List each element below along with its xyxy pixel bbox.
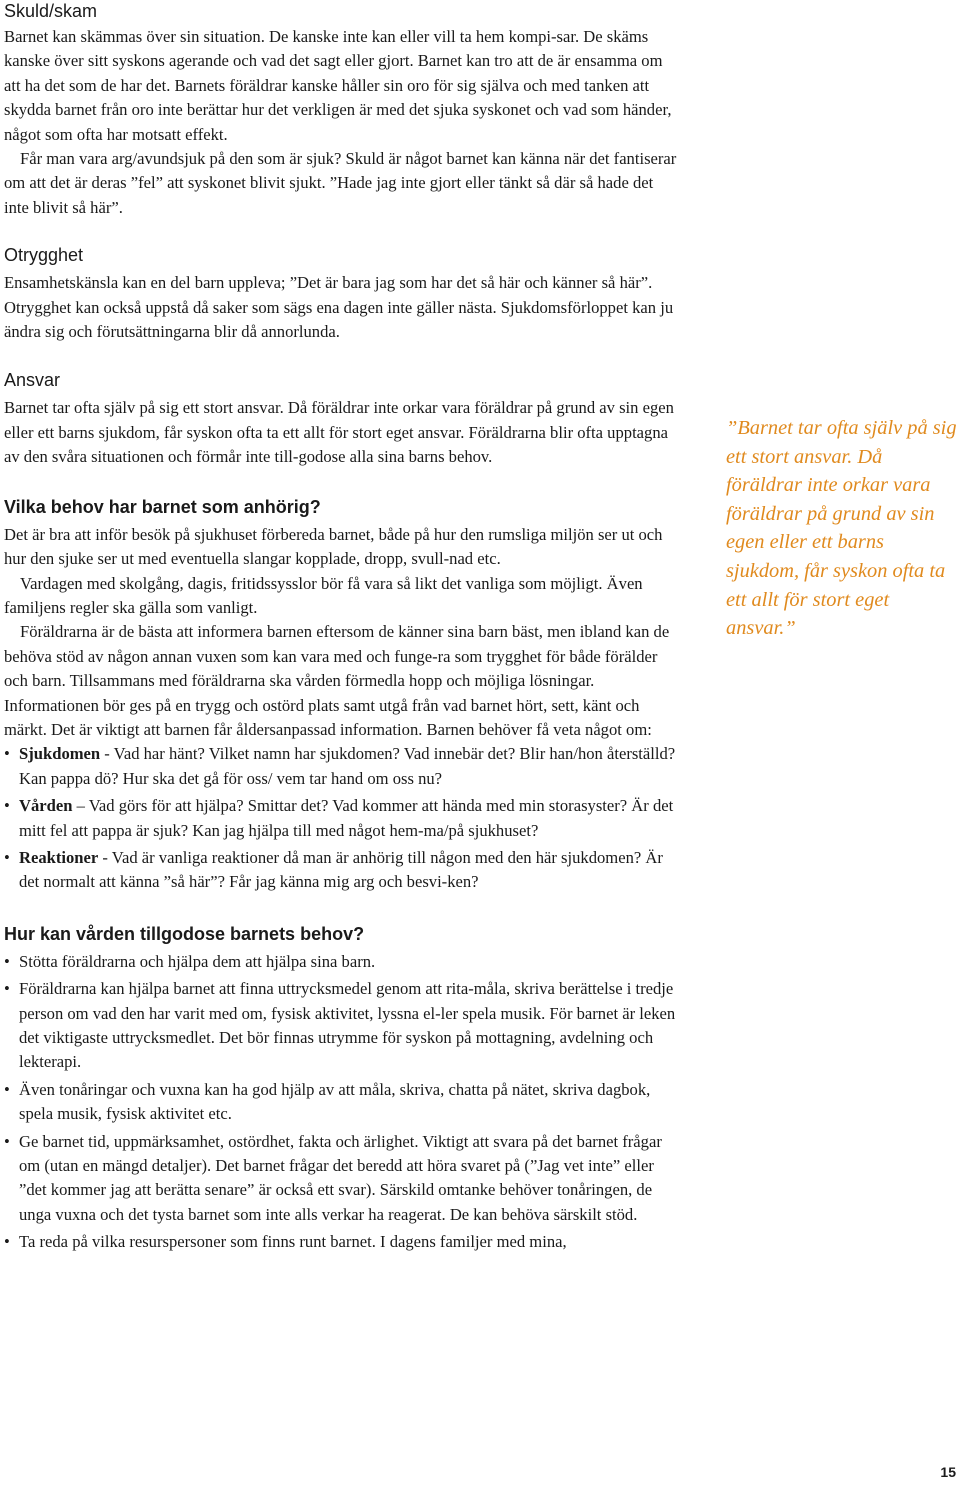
pull-quote: ”Barnet tar ofta själv på sig ett stort ansvar. Då föräldrar inte orkar vara föräldrar på grund av sin egen eller ett barns sjukdom, får syskon ofta ta ett allt för stort eget ansvar.” [726, 417, 957, 640]
list-item: • Ge barnet tid, uppmärksamhet, ostördhet, fakta och ärlighet. Viktigt att svara på det barnet frågar om (utan en mängd detaljer). Det barnet frågar det beredd att höra svaret på (”Jag vet inte” eller ”det kommer jag att berätta senare” är också ett svar). Särskild omtanke behöver tonåringen, de unga vuxna och det tysta barnet som inte alls verkar ha reagerat. De kan behöva särskilt stöd. [4, 1130, 680, 1228]
list-item-text: - Vad är vanliga reaktioner då man är anhörig till någon med den här sjukdomen? Är det normalt att känna ”så här”? Får jag känna mig arg och besvi-ken? [19, 847, 663, 892]
main-column [4, 0, 680, 1255]
paragraph-skuld-2: Får man vara arg/avundsjuk på den som är sjuk? Skuld är något barnet kan känna när det fantiserar om att det är deras ”fel” att syskonet blivit sjukt. ”Hade jag inte gjort eller tänkt så där så hade det inte blivit så här”. [4, 149, 677, 217]
list-item-text: – Vad görs för att hjälpa? Smittar det? Vad kommer att hända med min storasyster? Är det mitt fel att pappa är sjuk? Kan jag hjälpa till med något hem-ma/på sjukhuset? [19, 796, 674, 840]
list-item-text: - Vad har hänt? Vilket namn har sjukdomen? Vad innebär det? Blir han/hon återställd? Kan pappa dö? Hur ska det gå för oss/ vem tar hand om oss nu? [19, 744, 676, 788]
page-number: 15 [940, 1464, 956, 1480]
section-heading-varden: Hur kan vården tillgodose barnets behov? [4, 923, 365, 944]
list-item-term: Reaktioner [19, 847, 99, 867]
list-item: • Stötta föräldrarna och hjälpa dem att hjälpa sina barn. [4, 950, 680, 974]
paragraph-behov-2: Vardagen med skolgång, dagis, fritidssysslor bör få vara så likt det vanliga som möjligt. Även familjens regler ska gälla som vanligt. [4, 573, 643, 617]
list-item [4, 794, 680, 843]
list-item [4, 846, 680, 895]
paragraph-skuld-1: Barnet kan skämmas över sin situation. De kanske inte kan eller vill ta hem kompi-sar. De skäms kanske över sitt syskons agerande och vad det sagt eller gjort. Barnet kan tro att de är ensamma om att ha det som de har det. Barnets föräldrar kanske håller sin oro för sig själva och med tanken att skydda barnet från oro inte berättar hur det verkligen är med det sjuka syskonet och vad som händer, något som ofta har motsatt effekt. [4, 27, 672, 144]
section-heading-skuld: Skuld/skam [4, 1, 98, 21]
paragraph-behov-3: Föräldrarna är de bästa att informera barnen eftersom de känner sina barn bäst, men ibland kan de behöva stöd av någon annan vuxen som kan vara med och funge-ra som trygghet för både förälder och barn. Tillsammans med föräldrarna ska vården förmedla hopp och möjliga lösningar. Informationen bör ges på en trygg och ostörd plats samt utgå från vad barnet hört, sett, känt och märkt. Det är viktigt att barnen får åldersanpassad information. Barnen behöver få veta något om: [4, 622, 670, 739]
section-heading-otrygghet: Otrygghet [4, 245, 84, 266]
list-item-term: Vården [19, 796, 73, 816]
paragraph-otrygghet-1: Ensamhetskänsla kan en del barn uppleva; ”Det är bara jag som har det så här och känner så här”. Otrygghet kan också uppstå då saker som sägs ena dagen inte gäller nästa. Sjukdomsförloppet kan ju ändra sig och förutsättningarna blir då annorlunda. [4, 273, 674, 342]
varden-list [4, 950, 680, 1255]
paragraph-behov-1: Det är bra att inför besök på sjukhuset förbereda barnet, både på hur den rumsliga miljön ser ut och hur den sjuke ser ut med eventuella slangar kopplade, dropp, svull-nad etc. [4, 524, 663, 569]
section-heading-ansvar: Ansvar [4, 370, 61, 391]
list-item-term: Sjukdomen [19, 744, 101, 764]
list-item: • Även tonåringar och vuxna kan ha god hjälp av att måla, skriva, chatta på nätet, skriva dagbok, spela musik, fysisk aktivitet etc. [4, 1078, 680, 1127]
section-heading-behov: Vilka behov har barnet som anhörig? [4, 496, 321, 517]
list-item: • Ta reda på vilka resurspersoner som finns runt barnet. I dagens familjer med mina, [4, 1230, 680, 1254]
list-item [4, 742, 680, 791]
list-item: • Föräldrarna kan hjälpa barnet att finna uttrycksmedel genom att rita-måla, skriva berättelse i tredje person om vad den har varit med om, fysisk aktivitet, lyssna el-ler spela musik. För barnet är leken det viktigaste uttrycksmedlet. Det bör finnas utrymme för syskon på mottagning, avdelning och lekterapi. [4, 977, 680, 1075]
behov-list [4, 742, 680, 894]
paragraph-ansvar-1: Barnet tar ofta själv på sig ett stort ansvar. Då föräldrar inte orkar vara föräldrar på grund av sin egen eller ett barns sjukdom, får syskon ofta ta ett allt för stort eget ansvar. Föräldrarna blir ofta upptagna av den svåra situationen och förmår inte till-godose alla sina barns behov. [4, 398, 674, 467]
